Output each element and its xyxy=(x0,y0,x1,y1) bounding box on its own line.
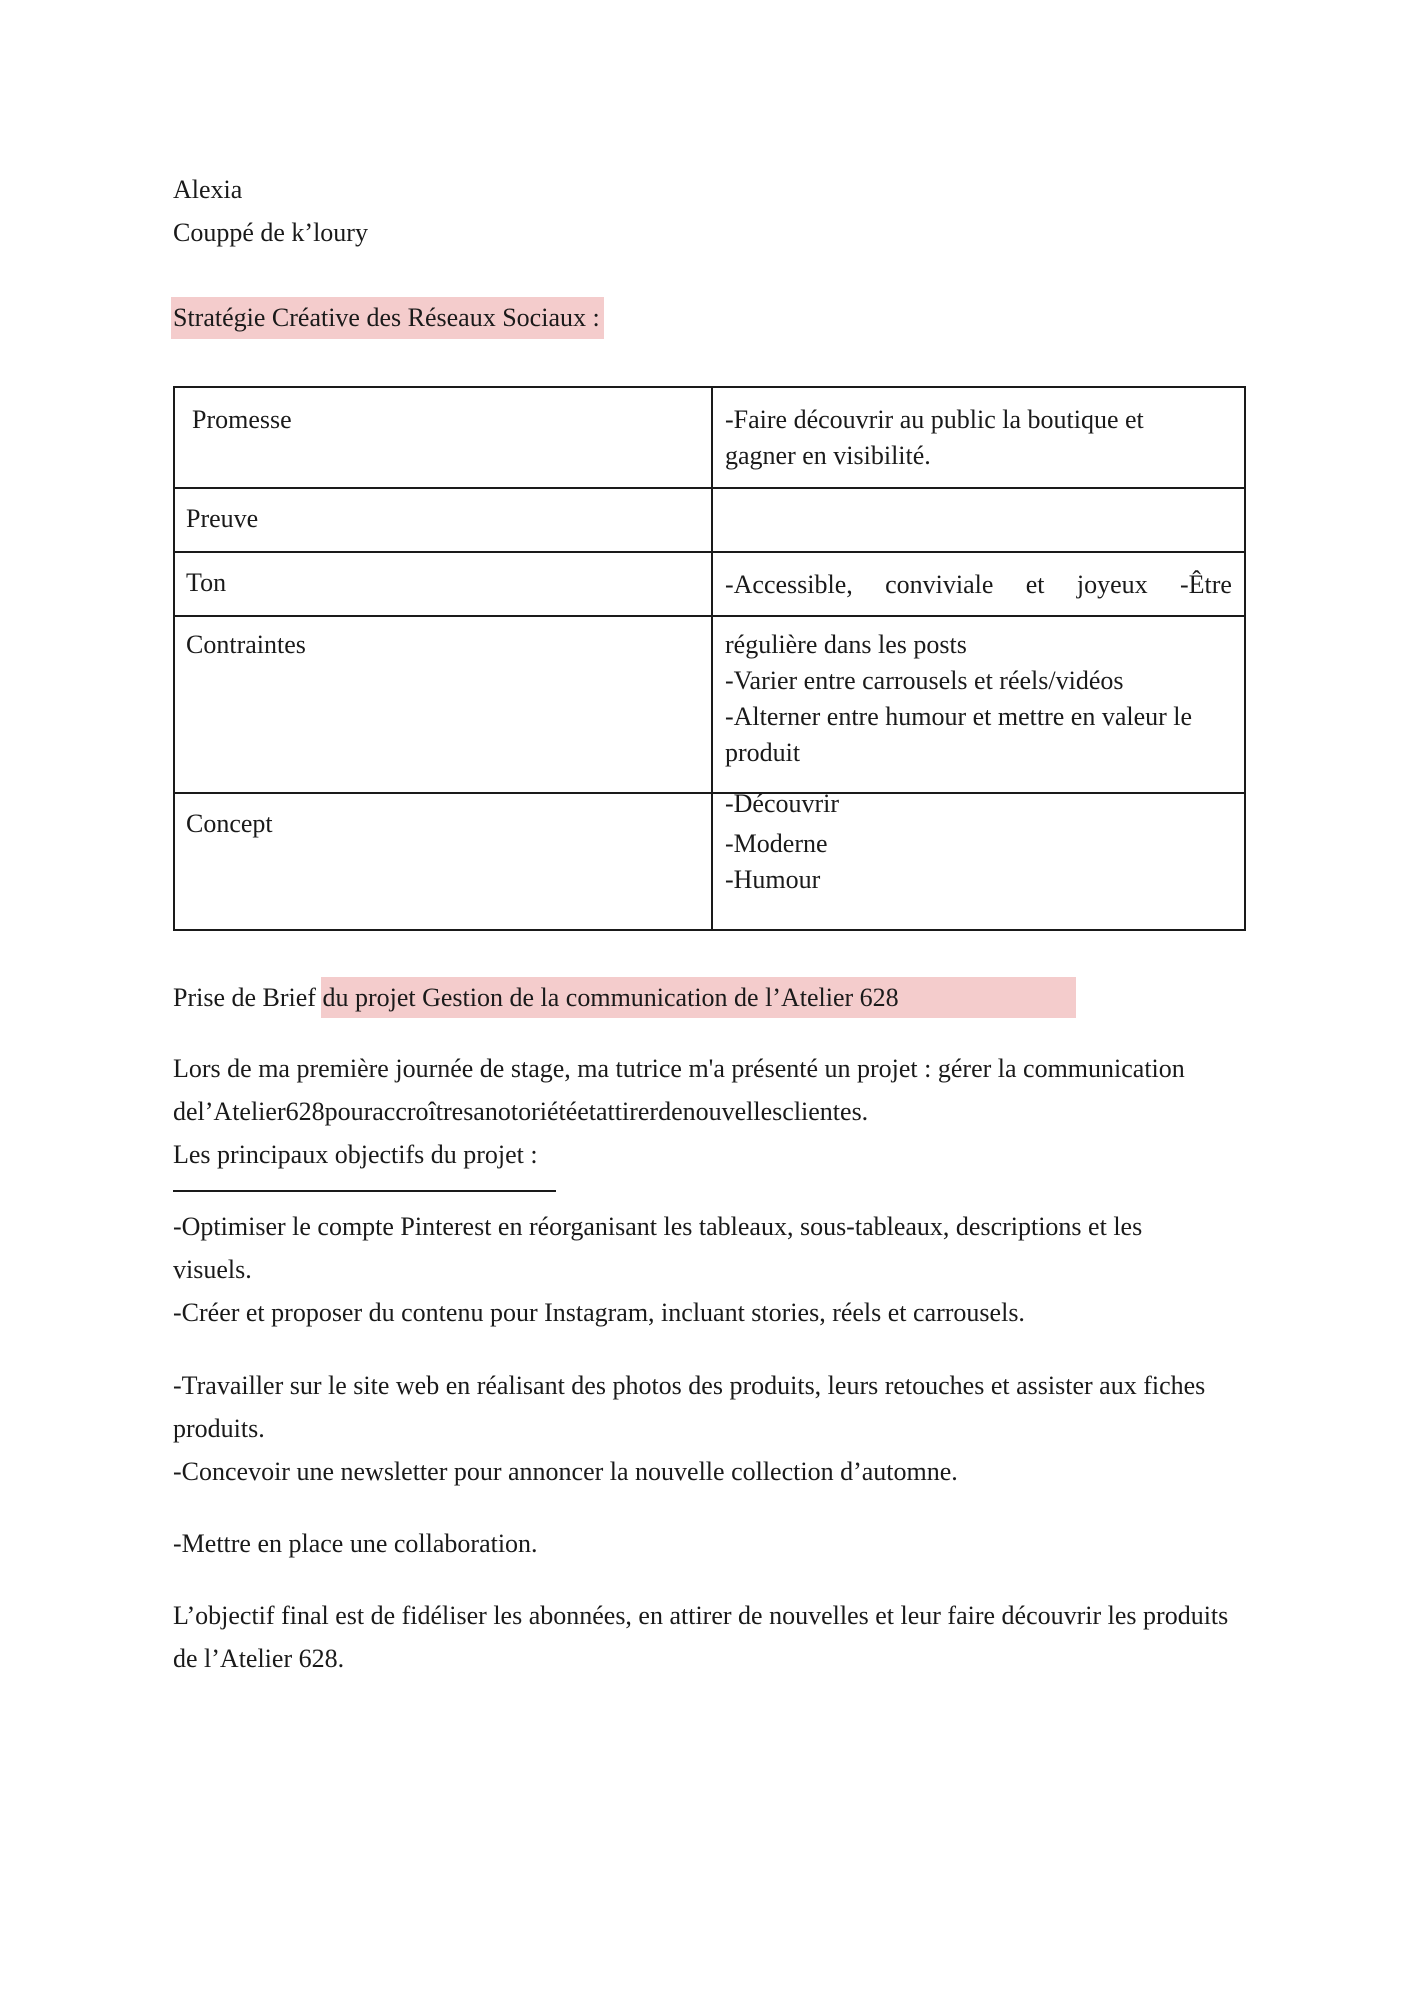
row-value xyxy=(713,553,1244,603)
objective-1-line-1: -Optimiser le compte Pinterest en réorganisant les tableaux, sous-tableaux, descriptions et les xyxy=(173,1212,1143,1241)
row-value xyxy=(713,388,1244,474)
strategy-title: Stratégie Créative des Réseaux Sociaux : xyxy=(173,303,600,332)
conclusion-line-2: de l’Atelier 628. xyxy=(173,1644,345,1673)
row-value-line: -Découvrir xyxy=(725,789,840,818)
row-label: Contraintes xyxy=(186,630,306,659)
row-value-line: -Varier entre carrousels et réels/vidéos xyxy=(725,666,1124,695)
objective-2: -Créer et proposer du contenu pour Instagram, incluant stories, réels et carrousels. xyxy=(173,1298,1025,1327)
row-value-line: produit xyxy=(725,738,801,767)
row-label: Ton xyxy=(186,568,227,597)
row-label: Promesse xyxy=(192,405,292,434)
table-row-concept xyxy=(174,793,1245,930)
row-value-line: -Faire découvrir au public la boutique et xyxy=(725,405,1144,434)
row-value-line: régulière dans les posts xyxy=(725,630,967,659)
brief-heading xyxy=(173,980,899,1016)
row-value-word: joyeux xyxy=(1076,570,1148,599)
row-value-line: -Humour xyxy=(725,865,821,894)
table-row-ton xyxy=(174,552,1245,616)
row-label: Preuve xyxy=(186,504,259,533)
objective-5: -Mettre en place une collaboration. xyxy=(173,1529,538,1558)
row-value-line: -Alterner entre humour et mettre en valeur le xyxy=(725,702,1193,731)
intro-line-2: del’Atelier628pouraccroîtresanotoriétéetattirerdenouvellesclientes. xyxy=(173,1097,869,1126)
row-value-line: gagner en visibilité. xyxy=(725,441,931,470)
objective-3-line-1: -Travailler sur le site web en réalisant des photos des produits, leurs retouches et assister aux fiches xyxy=(173,1371,1206,1400)
row-value-word: conviviale xyxy=(885,570,994,599)
brief-highlighted-text: du projet Gestion de la communication de l’Atelier 628 xyxy=(322,983,899,1012)
strategy-table xyxy=(173,386,1246,931)
brief-prefix: Prise de Brief xyxy=(173,983,323,1012)
row-value xyxy=(713,786,1244,898)
intro-line-3: Les principaux objectifs du projet : xyxy=(173,1140,538,1169)
intro-line-1: Lors de ma première journée de stage, ma tutrice m'a présenté un projet : gérer la communication xyxy=(173,1054,1185,1083)
row-label: Concept xyxy=(186,809,273,838)
row-value-word: -Accessible, xyxy=(725,570,853,599)
divider-line xyxy=(173,1190,556,1192)
objective-1-line-2: visuels. xyxy=(173,1255,252,1284)
objective-4: -Concevoir une newsletter pour annoncer la nouvelle collection d’automne. xyxy=(173,1457,958,1486)
row-value-empty xyxy=(712,488,1245,552)
objective-3-line-2: produits. xyxy=(173,1414,265,1443)
row-value-line: -Moderne xyxy=(725,829,828,858)
row-value xyxy=(713,617,1244,771)
conclusion-line-1: L’objectif final est de fidéliser les abonnées, en attirer de nouvelles et leur faire découvrir les produits xyxy=(173,1601,1229,1630)
table-row-promesse xyxy=(174,387,1245,488)
author-last-name: Couppé de k’loury xyxy=(173,218,368,247)
row-value-word: -Être xyxy=(1179,570,1232,599)
table-row-contraintes xyxy=(174,616,1245,793)
row-value-word: et xyxy=(1025,570,1045,599)
table-row-preuve xyxy=(174,488,1245,552)
author-first-name: Alexia xyxy=(173,175,243,204)
